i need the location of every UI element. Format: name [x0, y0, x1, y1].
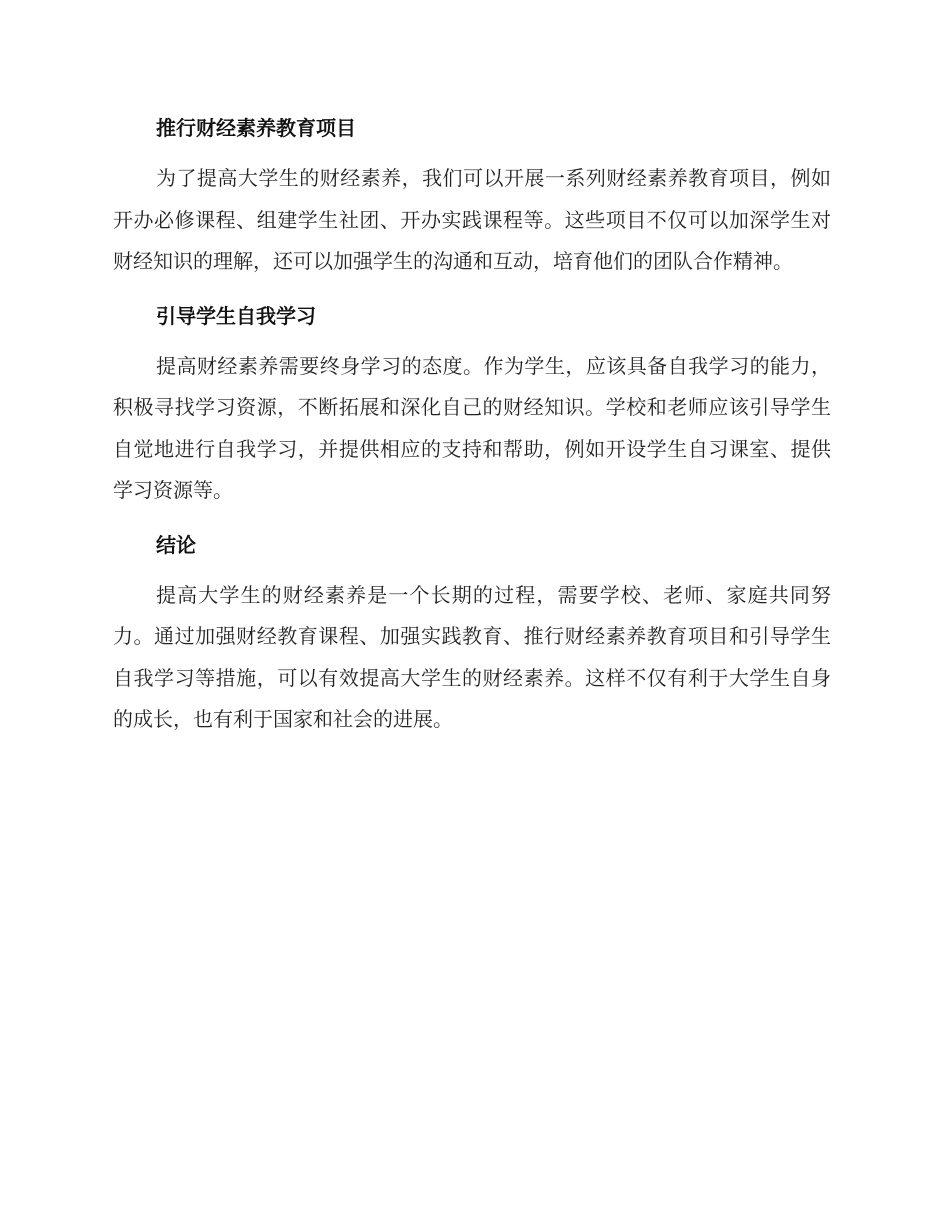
section-paragraph: 为了提高大学生的财经素养，我们可以开展一系列财经素养教育项目，例如开办必修课程、组建学生社团、开办实践课程等。这些项目不仅可以加深学生对财经知识的理解，还可以加强学生的沟通和互动，培育他们的团队合作精神。 — [113, 166, 831, 273]
section-heading: 引导学生自我学习 — [156, 303, 316, 328]
section-self-learning — [113, 296, 831, 512]
section-education-projects — [113, 108, 831, 283]
section-heading: 推行财经素养教育项目 — [156, 116, 356, 140]
section-paragraph: 提高大学生的财经素养是一个长期的过程，需要学校、老师、家庭共同努力。通过加强财经教育课程、加强实践教育、推行财经素养教育项目和引导学生自我学习等措施，可以有效提高大学生的财经素养。这样不仅有利于大学生自身的成长，也有利于国家和社会的进展。 — [113, 582, 831, 731]
section-paragraph: 提高财经素养需要终身学习的态度。作为学生，应该具备自我学习的能力，积极寻找学习资源，不断拓展和深化自己的财经知识。学校和老师应该引导学生自觉地进行自我学习，并提供相应的支持和帮助，例如开设学生自习课室、提供学习资源等。 — [113, 353, 831, 502]
section-heading: 结论 — [156, 532, 196, 557]
section-conclusion — [113, 525, 831, 741]
document-body — [113, 108, 831, 741]
